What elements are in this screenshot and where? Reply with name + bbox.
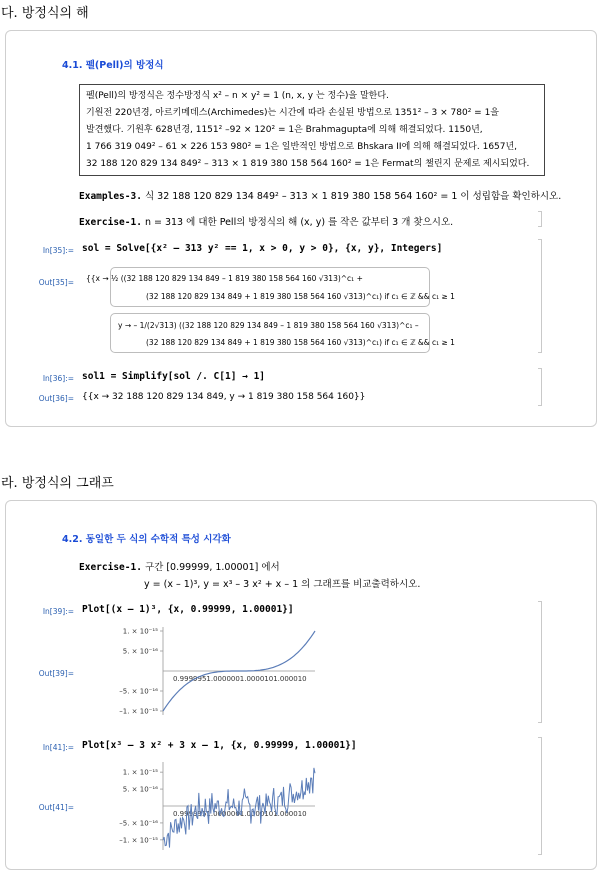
output-frame-x	[110, 267, 430, 307]
definition-line-1: 펠(Pell)의 방정식은 정수방정식 x² – n × y² = 1 (n, x, y 는 정수)을 말한다.	[86, 91, 389, 101]
exercise-graph-text	[79, 559, 280, 573]
input-cell-39[interactable]: Plot[(x – 1)³, {x, 0.99999, 1.00001}]	[82, 604, 294, 615]
exercise-label: Exercise-1.	[79, 217, 142, 228]
example-statement: 식 32 188 120 829 134 849² – 313 × 1 819 380 158 564 160² = 1 이 성립함을 확인하시오.	[144, 191, 562, 202]
output-35-x-line-1: {{x → ½ ((32 188 120 829 134 849 – 1 819 380 158 564 160 √313)^c₁ +	[86, 274, 363, 283]
example-3-text	[79, 188, 561, 202]
input-label-39: In[39]:=	[42, 607, 74, 616]
input-label-36: In[36]:=	[42, 374, 74, 383]
input-label-35: In[35]:=	[42, 246, 74, 255]
example-label: Examples-3.	[79, 191, 142, 202]
exercise-statement: 구간 [0.99999, 1.00001] 에서	[144, 562, 280, 573]
cell-bracket[interactable]	[538, 737, 542, 855]
x-tick-label: 0.9999951.0000001.0000101.000010	[173, 810, 307, 818]
output-label-41: Out[41]=	[38, 803, 74, 812]
output-label-35: Out[35]=	[38, 278, 74, 287]
y-tick-label: 5. × 10⁻¹⁶	[122, 647, 158, 656]
y-tick-label: –5. × 10⁻¹⁶	[119, 687, 158, 696]
notebook-panel-pell	[5, 30, 597, 427]
notebook-panel-graph	[5, 500, 597, 870]
output-35-y-line-2: (32 188 120 829 134 849 + 1 819 380 158 564 160 √313)^c₁) if c₁ ∈ ℤ && c₁ ≥ 1	[146, 338, 455, 347]
definition-line-4: 1 766 319 049² – 61 × 226 153 980² = 1은 일반적인 방법으로 Bhskara II에 의해 해결되었다. 1657년,	[86, 142, 518, 152]
output-label-39: Out[39]=	[38, 669, 74, 678]
exercise-1-text	[79, 214, 453, 228]
input-cell-41[interactable]: Plot[x³ – 3 x² + 3 x – 1, {x, 0.99999, 1.00001}]	[82, 740, 357, 751]
plot-41	[101, 756, 321, 856]
y-tick-label: 1. × 10⁻¹⁵	[122, 768, 158, 777]
definition-line-2: 기원전 220년경, 아르키메데스(Archimedes)는 시간에 따라 손실된 방법으로 1351² – 3 × 780² = 1을	[86, 108, 499, 118]
section-subtitle-pell: 4.1. 펠(Pell)의 방정식	[62, 60, 164, 71]
cell-bracket[interactable]	[538, 601, 542, 723]
section-heading-graphs: 라. 방정식의 그래프	[1, 476, 114, 491]
y-tick-label: –5. × 10⁻¹⁶	[119, 819, 158, 828]
section-heading-solutions: 다. 방정식의 해	[1, 6, 89, 21]
output-35-y-line-1: y → – 1/(2√313) ((32 188 120 829 134 849 – 1 819 380 158 564 160 √313)^c₁ –	[118, 321, 419, 330]
section-subtitle-graph: 4.2. 동일한 두 식의 수학적 특성 시각화	[62, 534, 231, 545]
cell-bracket[interactable]	[538, 211, 542, 227]
output-35-x-line-2: (32 188 120 829 134 849 + 1 819 380 158 564 160 √313)^c₁) if c₁ ∈ ℤ && c₁ ≥ 1	[146, 292, 455, 301]
cell-bracket[interactable]	[538, 368, 542, 406]
output-label-36: Out[36]=	[38, 394, 74, 403]
exercise-label: Exercise-1.	[79, 562, 142, 573]
y-tick-label: 1. × 10⁻¹⁵	[122, 627, 158, 636]
output-36: {{x → 32 188 120 829 134 849, y → 1 819 380 158 564 160}}	[82, 392, 366, 402]
x-tick-label: 0.9999951.0000001.0000101.000010	[173, 675, 307, 683]
output-frame-y	[110, 313, 430, 353]
definition-line-3: 발견했다. 기원후 628년경, 1151² –92 × 120² = 1은 Brahmagupta에 의해 해결되었다. 1150년,	[86, 125, 483, 135]
input-label-41: In[41]:=	[42, 743, 74, 752]
plot-39	[101, 621, 321, 721]
y-tick-label: 5. × 10⁻¹⁶	[122, 785, 158, 794]
y-tick-label: –1. × 10⁻¹⁵	[119, 707, 158, 716]
y-tick-label: –1. × 10⁻¹⁵	[119, 836, 158, 845]
series-line	[163, 768, 315, 848]
input-cell-35[interactable]: sol = Solve[{x² – 313 y² == 1, x > 0, y > 0}, {x, y}, Integers]	[82, 243, 443, 254]
definition-line-5: 32 188 120 829 134 849² – 313 × 1 819 380 158 564 160² = 1은 Fermat의 챌린지 문제로 제시되었다.	[86, 159, 530, 169]
exercise-statement: n = 313 에 대한 Pell의 방정식의 해 (x, y) 를 작은 값부터 3 개 찾으시오.	[144, 217, 454, 228]
input-cell-36[interactable]: sol1 = Simplify[sol /. C[1] → 1]	[82, 371, 266, 382]
exercise-graph-text-2: y = (x – 1)³, y = x³ – 3 x² + x – 1 의 그래프를 비교출력하시오.	[144, 579, 421, 590]
cell-bracket[interactable]	[538, 239, 542, 353]
definition-box	[79, 84, 545, 176]
